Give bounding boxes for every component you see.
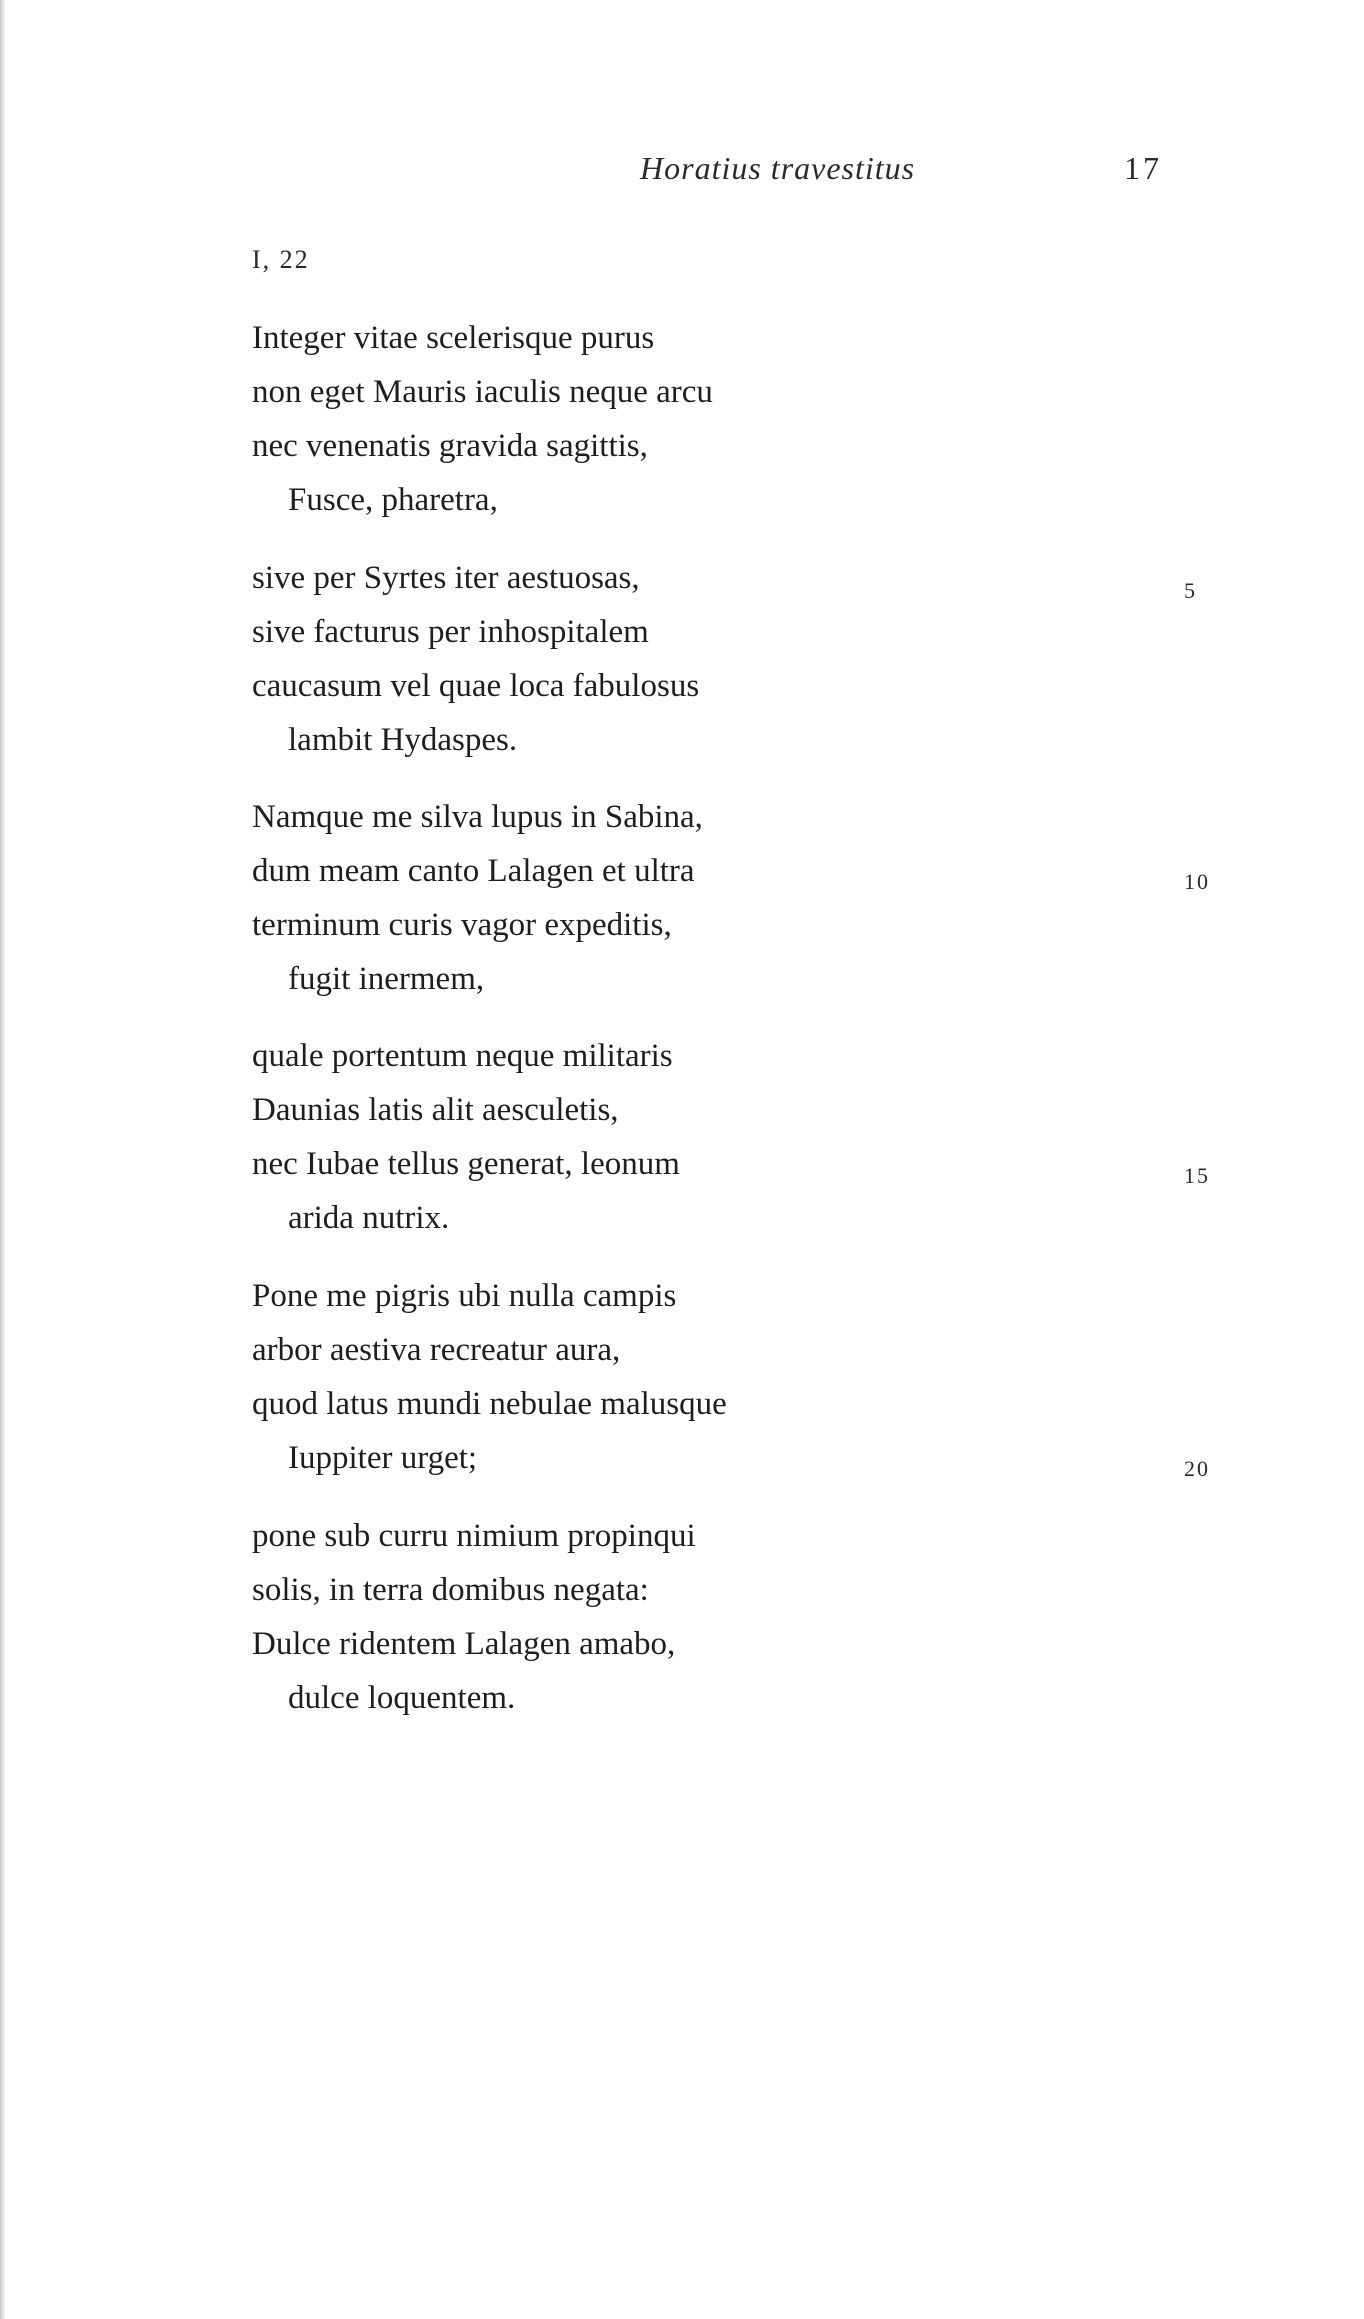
line-number: 20 (1184, 1456, 1210, 1481)
running-head: Horatius travestitus (640, 150, 916, 186)
verse-line: Fusce, pharetra, (288, 482, 498, 518)
ode-number: I, 22 (252, 245, 310, 274)
verse-line: solis, in terra domibus negata: (252, 1572, 649, 1608)
page-number: 17 (1124, 150, 1162, 186)
verse-line: Integer vitae scelerisque purus (252, 320, 655, 356)
verse-line: fugit inermem, (288, 961, 485, 997)
line-number: 15 (1184, 1163, 1210, 1188)
verse-line: terminum curis vagor expeditis, (252, 907, 672, 943)
verse-line: quod latus mundi nebulae malusque (252, 1386, 727, 1422)
verse-line: Pone me pigris ubi nulla campis (252, 1278, 677, 1314)
verse-line: quale portentum neque militaris (252, 1038, 673, 1074)
verse-line: Iuppiter urget; (288, 1440, 478, 1476)
verse-line: nec venenatis gravida sagittis, (252, 428, 648, 464)
verse-line: Daunias latis alit aesculetis, (252, 1092, 619, 1128)
verse-line: sive per Syrtes iter aestuosas, (252, 560, 640, 596)
page-edge (0, 0, 5, 2319)
verse-line: arida nutrix. (288, 1200, 450, 1236)
verse-line: lambit Hydaspes. (288, 722, 518, 758)
line-number: 5 (1184, 578, 1197, 603)
verse-line: non eget Mauris iaculis neque arcu (252, 374, 713, 410)
verse-line: dum meam canto Lalagen et ultra (252, 853, 695, 889)
verse-line: sive facturus per inhospitalem (252, 614, 649, 650)
verse-line: Namque me silva lupus in Sabina, (252, 799, 703, 835)
verse-line: nec Iubae tellus generat, leonum (252, 1146, 680, 1182)
verse-line: Dulce ridentem Lalagen amabo, (252, 1626, 676, 1662)
verse-line: pone sub curru nimium propinqui (252, 1518, 696, 1554)
verse-line: arbor aestiva recreatur aura, (252, 1332, 621, 1368)
verse-line: caucasum vel quae loca fabulosus (252, 668, 700, 704)
verse-line: dulce loquentem. (288, 1680, 516, 1716)
line-number: 10 (1184, 869, 1210, 894)
